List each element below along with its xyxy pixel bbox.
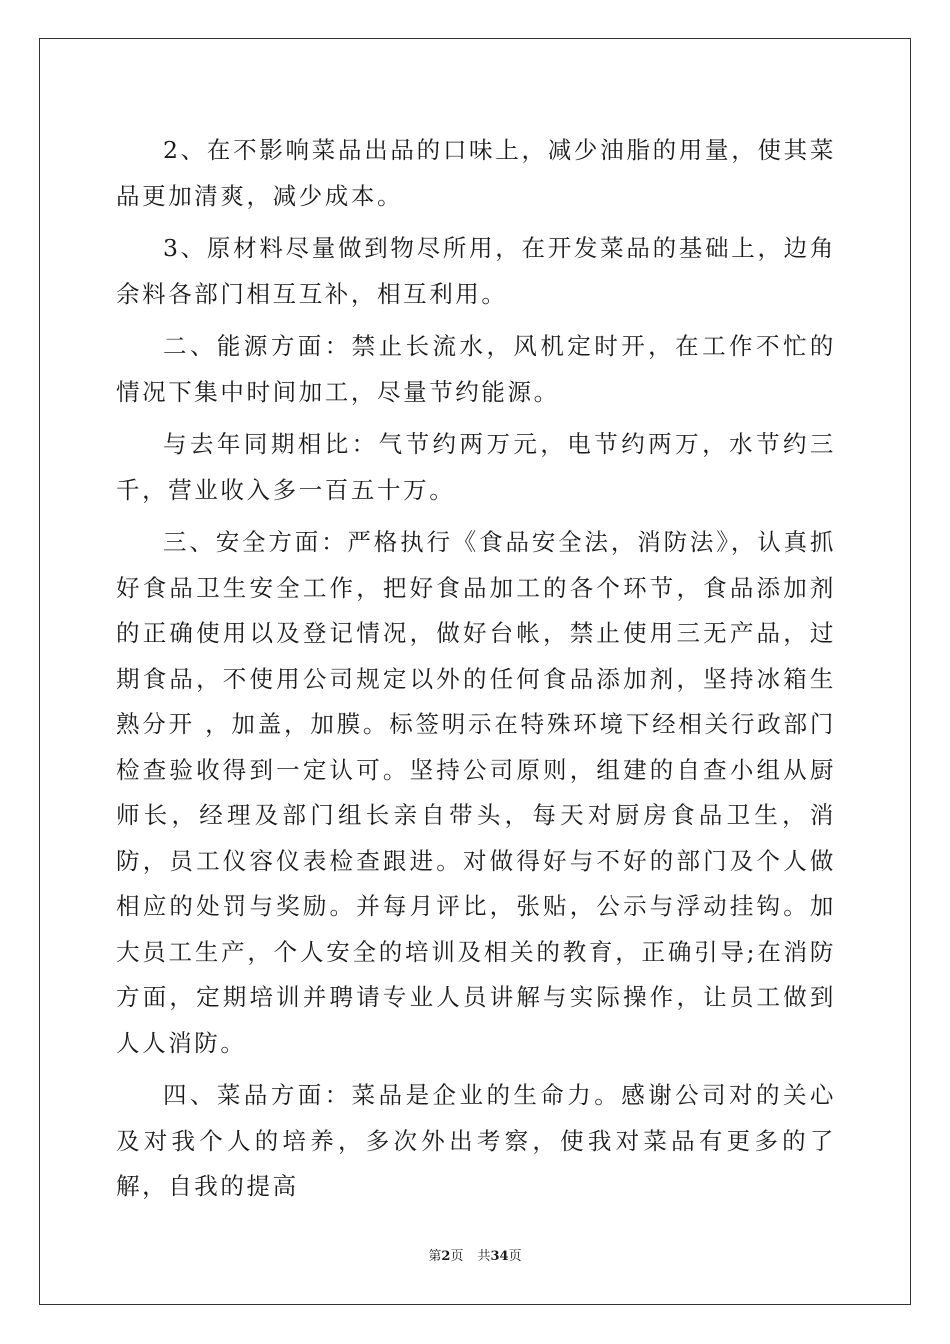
current-page-number: 2 [441,1249,451,1264]
total-label-suffix: 页 [508,1249,522,1264]
total-label-prefix: 共 [477,1249,491,1264]
page-label-suffix: 页 [450,1249,464,1264]
paragraph-year-comparison: 与去年同期相比：气节约两万元，电节约两万，水节约三千，营业收入多一百五十万。 [116,430,836,504]
total-pages-number: 34 [490,1249,509,1264]
document-body [116,128,836,1210]
paragraph-dishes: 四、菜品方面：菜品是企业的生命力。感谢公司对的关心及对我个人的培养，多次外出考察，使我对菜品有更多的了解，自我的提高 [116,1081,836,1200]
paragraph-energy: 二、能源方面：禁止长流水，风机定时开，在工作不忙的情况下集中时间加工，尽量节约能源。 [116,332,836,406]
paragraph-safety: 三、安全方面：严格执行《食品安全法，消防法》，认真抓好食品卫生安全工作，把好食品加工的各个环节，食品添加剂的正确使用以及登记情况，做好台帐，禁止使用三无产品，过期食品，不使用公司规定以外的任何食品添加剂，坚持冰箱生熟分开 ，加盖，加膜。标签明示在特殊环境下经相关行政部门检查验收得到一定认可。坚持公司原则，组建的自查小组从厨师长，经理及部门组长亲自带头，每天对厨房食品卫生，消防，员工仪容仪表检查跟进。对做得好与不好的部门及个人做相应的处罚与奖励。并每月评比，张贴，公示与浮动挂钩。加大员工生产，个人安全的培训及相关的教育，正确引导;在消防方面，定期培训并聘请专业人员讲解与实际操作，让员工做到人人消防。 [116,528,836,1057]
paragraph-materials: 3、原材料尽量做到物尽所用，在开发菜品的基础上，边角余料各部门相互互补，相互利用。 [116,234,836,308]
page-footer [0,1248,950,1266]
paragraph-cost-reduction: 2、在不影响菜品出品的口味上，减少油脂的用量，使其菜品更加清爽，减少成本。 [116,136,836,210]
page-label-prefix: 第 [428,1249,442,1264]
